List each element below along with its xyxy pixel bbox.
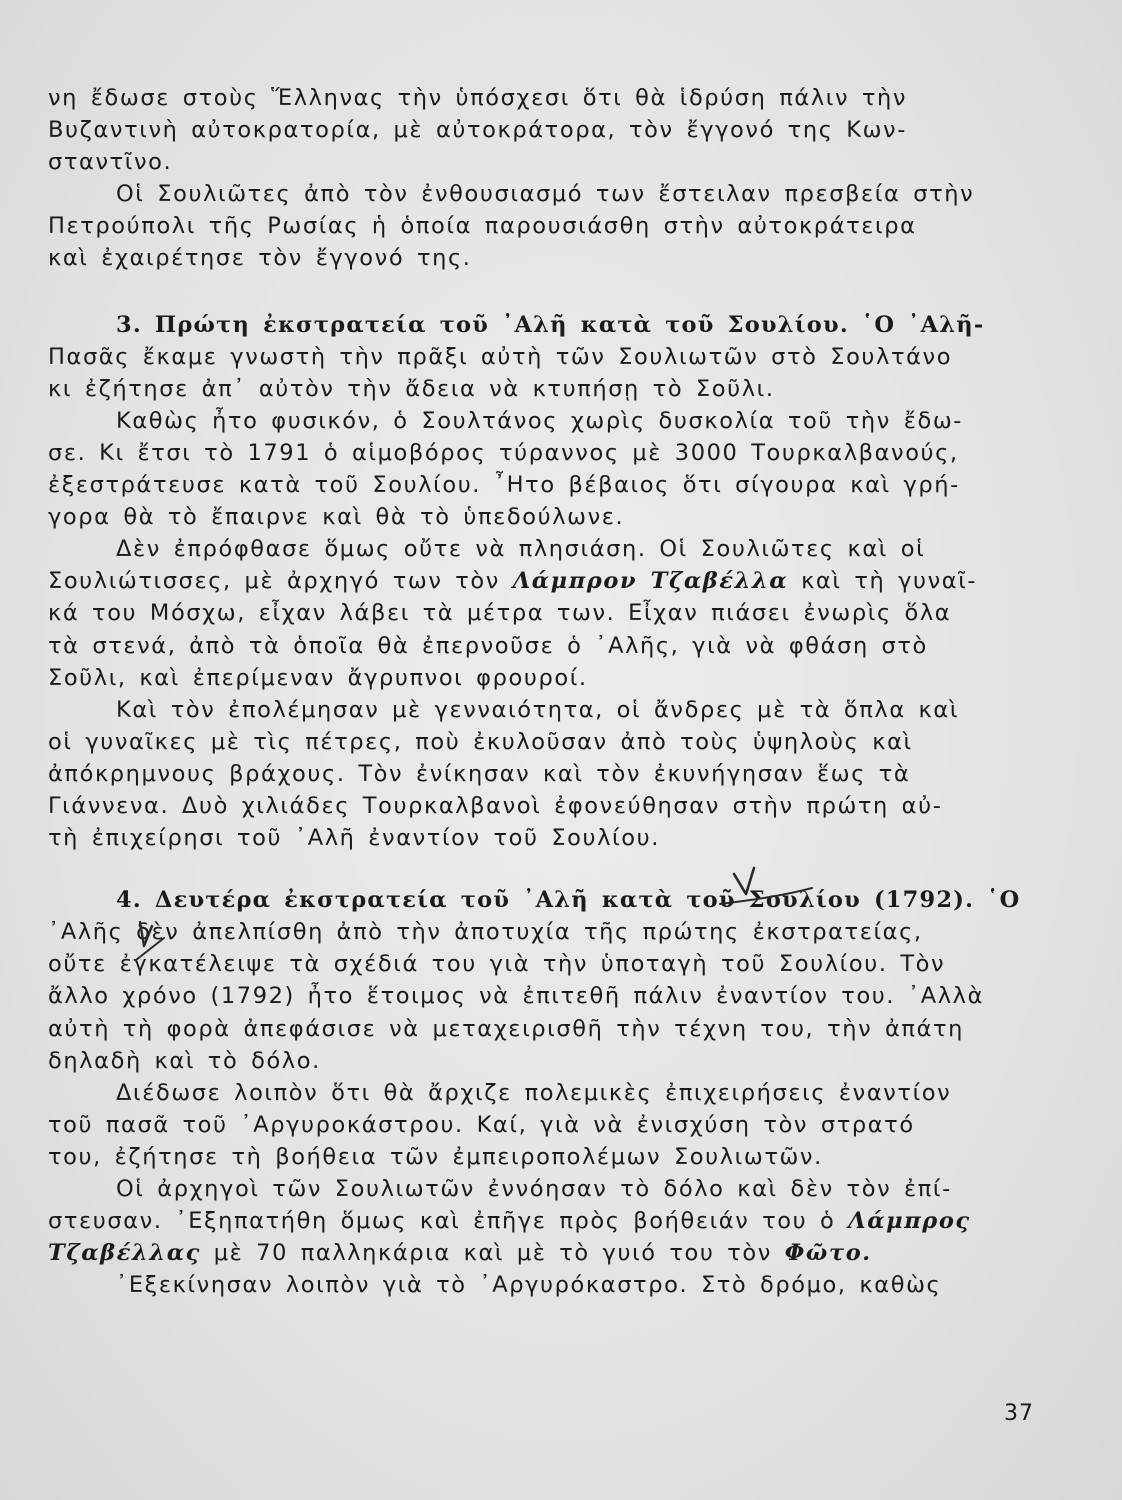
handwritten-check-icon [712, 860, 822, 920]
text-line: του, ἐζήτησε τὴ βοήθεια τῶν ἐμπειροπολέμων Σουλιωτῶν. [48, 1143, 823, 1170]
text-line: γορα θὰ τὸ ἔπαιρνε καὶ θὰ τὸ ὑπεδούλωνε. [48, 504, 625, 531]
text-line: Σοῦλι, καὶ ἐπερίμεναν ἄγρυπνοι φρουροί. [48, 664, 588, 691]
text-line: οὔτε ἐγκατέλειψε τὰ σχέδιά του γιὰ τὴν ὑποταγὴ τοῦ Σουλίου. Τὸν [48, 951, 946, 978]
text-line: Διέδωσε λοιπὸν ὅτι θὰ ἄρχιζε πολεμικὲς ἐπιχειρήσεις ἐναντίον [116, 1079, 952, 1106]
text-line: σταντῖνο. [48, 149, 173, 176]
handwritten-check-icon [126, 912, 186, 972]
text-line: κά του Μόσχω, εἶχαν λάβει τὰ μέτρα των. Εἶχαν πιάσει ἐνωρὶς ὅλα [48, 600, 952, 627]
text-fragment: μὲ 70 παλληκάρια καὶ μὲ τὸ γυιό του τὸν [200, 1240, 785, 1267]
person-name-emphasis: Λάμπρος [848, 1208, 971, 1235]
section-heading-3: 3. Πρώτη ἐκστρατεία τοῦ ᾿Αλῆ κατὰ τοῦ Σουλίου. ῾Ο ᾿Αλῆ- [116, 311, 985, 338]
text-line: τὰ στενά, ἀπὸ τὰ ὁποῖα θὰ ἐπερνοῦσε ὁ ᾿Αλῆς, γιὰ νὰ φθάση στὸ [48, 632, 928, 659]
person-name-emphasis: Λάμπρον Τζαβέλλα [512, 568, 789, 595]
text-fragment: Σουλιώτισσες, μὲ ἀρχηγό των τὸν [48, 568, 513, 595]
person-name-emphasis: Τζαβέλλας [48, 1240, 201, 1267]
text-line: Πασᾶς ἔκαμε γνωστὴ τὴν πρᾶξι αὐτὴ τῶν Σουλιωτῶν στὸ Σουλτάνο [48, 343, 953, 370]
text-line: τοῦ πασᾶ τοῦ ᾿Αργυροκάστρου. Καί, γιὰ νὰ ἐνισχύση τὸν στρατό [48, 1111, 915, 1138]
section-heading-4: 4. Δευτέρα ἐκστρατεία τοῦ ᾿Αλῆ κατὰ τοῦ Σουλίου (1792). ῾Ο [116, 887, 1021, 914]
text-line: ἀπόκρημνους βράχους. Τὸν ἐνίκησαν καὶ τὸν ἐκυνήγησαν ἕως τὰ [48, 760, 911, 787]
text-line: αὐτὴ τὴ φορὰ ἀπεφάσισε νὰ μεταχειρισθῆ τὴν τέχνη του, τὴν ἀπάτη [48, 1015, 965, 1042]
text-line: κι ἐζήτησε ἀπ᾿ αὐτὸν τὴν ἄδεια νὰ κτυπήσῃ τὸ Σοῦλι. [48, 375, 775, 402]
page-number: 37 [1004, 1401, 1034, 1426]
text-line [48, 1237, 1036, 1269]
text-line: Καὶ τὸν ἐπολέμησαν μὲ γενναιότητα, οἱ ἄνδρες μὲ τὰ ὅπλα καὶ [116, 696, 960, 723]
section-gap [48, 854, 1036, 884]
text-line [48, 1205, 1036, 1237]
text-line [48, 565, 1036, 597]
text-line: καὶ ἐχαιρέτησε τὸν ἔγγονό της. [48, 245, 472, 272]
text-line: Πετρούπολι τῆς Ρωσίας ἡ ὁποία παρουσιάσθη στὴν αὐτοκράτειρα [48, 213, 917, 240]
text-line: ᾿Αλῆς δὲν ἀπελπίσθη ἀπὸ τὴν ἀποτυχία τῆς πρώτης ἐκστρατείας, [48, 919, 923, 946]
section-gap [48, 275, 1036, 309]
text-line: δηλαδὴ καὶ τὸ δόλο. [48, 1047, 321, 1074]
text-line: τὴ ἐπιχείρησι τοῦ ᾿Αλῆ ἐναντίον τοῦ Σουλίου. [48, 825, 660, 852]
text-line: Οἱ Σουλιῶτες ἀπὸ τὸν ἐνθουσιασμό των ἔστειλαν πρεσβεία στὴν [116, 181, 975, 208]
text-line: ἐξεστράτευσε κατὰ τοῦ Σουλίου. ῏Ητο βέβαιος ὅτι σίγουρα καὶ γρή- [48, 472, 960, 499]
text-line: οἱ γυναῖκες μὲ τὶς πέτρες, ποὺ ἐκυλοῦσαν ἀπὸ τοὺς ὑψηλοὺς καὶ [48, 728, 913, 755]
text-line: Οἱ ἀρχηγοὶ τῶν Σουλιωτῶν ἐννόησαν τὸ δόλο καὶ δὲν τὸν ἐπί- [116, 1176, 952, 1202]
text-line: Καθὼς ἦτο φυσικόν, ὁ Σουλτάνος χωρὶς δυσκολία τοῦ τὴν ἔδω- [116, 407, 963, 434]
document-body [48, 82, 1036, 1301]
text-line: σε. Κι ἔτσι τὸ 1791 ὁ αἱμοβόρος τύραννος μὲ 3000 Τουρκαλβανούς, [48, 439, 959, 466]
text-line: ᾿Εξεκίνησαν λοιπὸν γιὰ τὸ ᾿Αργυρόκαστρο. Στὸ δρόμο, καθὼς [116, 1272, 942, 1299]
person-name-emphasis: Φῶτο. [784, 1240, 872, 1267]
text-fragment: καὶ τὴ γυναῖ- [788, 568, 978, 595]
text-line: νη ἔδωσε στοὺς Ἕλληνας τὴν ὑπόσχεσι ὅτι θὰ ἱδρύση πάλιν τὴν [48, 85, 908, 111]
text-line: Δὲν ἐπρόφθασε ὅμως οὔτε νὰ πλησιάση. Οἱ Σουλιῶτες καὶ οἱ [116, 536, 926, 563]
text-line: Γιάννενα. Δυὸ χιλιάδες Τουρκαλβανοὶ ἐφονεύθησαν στὴν πρώτη αὐ- [48, 792, 943, 819]
text-fragment: στευσαν. ᾿Εξηπατήθη ὅμως καὶ ἐπῆγε πρὸς βοήθειάν του ὁ [48, 1208, 849, 1235]
text-line: Βυζαντινὴ αὐτοκρατορία, μὲ αὐτοκράτορα, τὸν ἔγγονό της Κων- [48, 117, 907, 144]
text-line: ἄλλο χρόνο (1792) ἦτο ἕτοιμος νὰ ἐπιτεθῆ πάλιν ἐναντίον του. ᾿Αλλὰ [48, 983, 985, 1010]
